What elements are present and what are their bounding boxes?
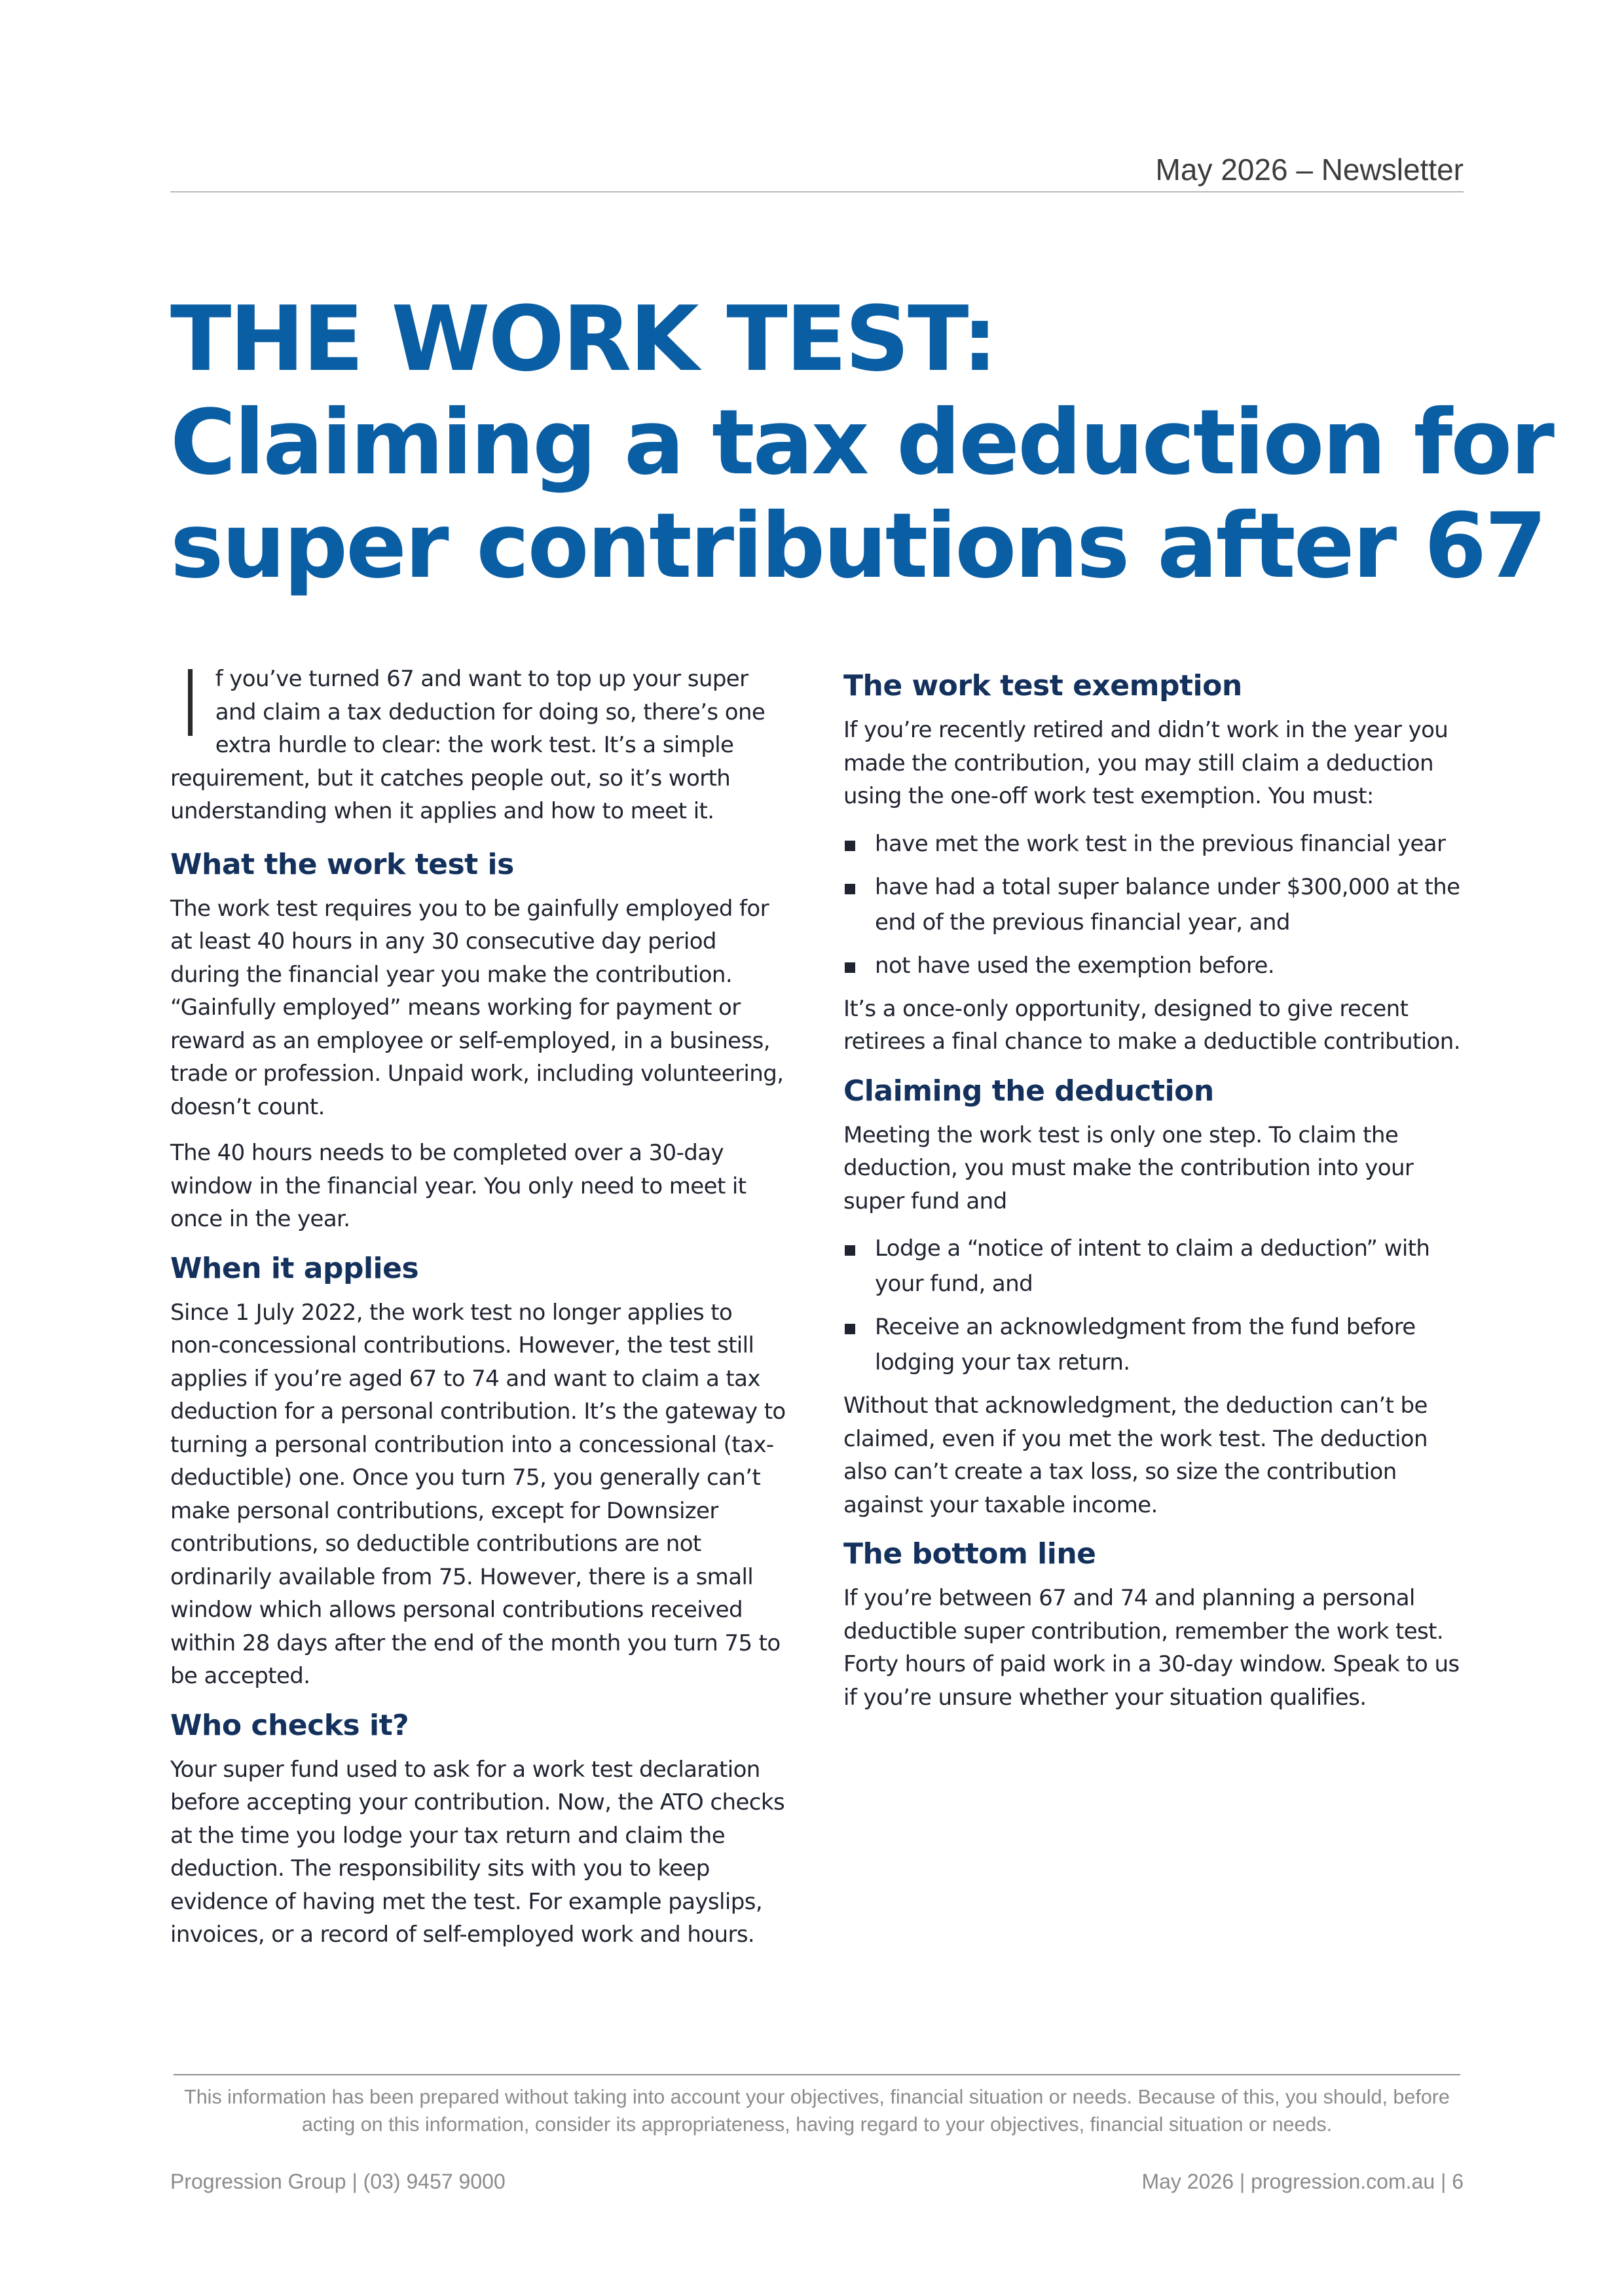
section-heading-who: Who checks it? [170, 1708, 409, 1742]
section-heading-when: When it applies [170, 1251, 419, 1285]
header-divider [170, 191, 1464, 192]
list-item-text: Receive an acknowledgment from the fund before lodging your tax return. [875, 1314, 1416, 1376]
left-column [170, 651, 787, 1965]
exemption-intro: If you’re recently retired and didn’t work in the year you made the contribution, you may still claim a deduction using the one-off work test exemption. You must: [843, 717, 1449, 809]
section-what-paragraph-2: The 40 hours needs to be completed over a 30-day window in the financial year. You only need to meet it once in the year. [170, 1140, 747, 1232]
list-item [843, 1231, 1464, 1302]
list-item-text: have met the work test in the previous financial year [875, 830, 1446, 857]
footer-page-info: May 2026 | progression.com.au | 6 [1141, 2170, 1464, 2193]
claiming-bullet-list [843, 1231, 1464, 1380]
list-item [843, 948, 1464, 983]
drop-cap: I [177, 651, 204, 758]
title-line-1: THE WORK TEST: [170, 287, 996, 392]
section-heading-claiming: Claiming the deduction [843, 1074, 1214, 1108]
list-item-text: have had a total super balance under $300,000 at the end of the previous financial year, and [875, 873, 1460, 936]
bullet-square-icon [845, 1245, 855, 1256]
header-label: May 2026 – Newsletter [1155, 153, 1464, 187]
list-item-text: not have used the exemption before. [875, 952, 1275, 979]
page-title [170, 287, 1553, 598]
right-column [843, 668, 1464, 1727]
bullet-square-icon [845, 1324, 855, 1334]
title-line-2: Claiming a tax deduction for [170, 391, 1553, 495]
section-what-paragraph-1: The work test requires you to be gainfully employed for at least 40 hours in any 30 consecutive day period during the financial year you make the contribution. “Gainfully employed” means working for payment or reward as an employee or self-employed, in a business, trade or profession. Unpaid work, including volunteering, doesn’t count. [170, 895, 784, 1120]
intro-text: f you’ve turned 67 and want to top up your super and claim a tax deduction for doing so, there’s one extra hurdle to clear: the work test. It’s a simple requirement, but it catches people out, so it’s worth understanding when it applies and how to meet it. [170, 666, 766, 824]
title-line-3: super contributions after 67 [170, 494, 1545, 598]
exemption-bullet-list [843, 826, 1464, 983]
footer-contact: Progression Group | (03) 9457 9000 [170, 2170, 506, 2193]
bullet-square-icon [845, 884, 855, 894]
section-who-paragraph: Your super fund used to ask for a work test declaration before accepting your contribution. Now, the ATO checks at the time you lodge your tax return and claim the deduction. The responsibility sits with you to keep evidence of having met the test. For example payslips, invoices, or a record of self-employed work and hours. [170, 1756, 785, 1948]
bottom-line-paragraph: If you’re between 67 and 74 and planning a personal deductible super contribution, remember the work test. Forty hours of paid work in a 30-day window. Speak to us if you’re unsure whether your situation qualifies. [843, 1585, 1460, 1711]
list-item-text: Lodge a “notice of intent to claim a deduction” with your fund, and [875, 1235, 1430, 1297]
bullet-square-icon [845, 962, 855, 973]
section-when-paragraph: Since 1 July 2022, the work test no longer applies to non-concessional contributions. However, the test still applies if you’re aged 67 to 74 and want to claim a tax deduction for a personal contribution. It’s the gateway to turning a personal contribution into a concessional (tax-deductible) one. Once you turn 75, you generally can’t make personal contributions, except for Downsizer contributions, so deductible contributions are not ordinarily available from 75. However, there is a small window which allows personal contributions received within 28 days after the end of the month you turn 75 to be accepted. [170, 1299, 786, 1689]
disclaimer-text: This information has been prepared without taking into account your objectives, financial situation or needs. Because of this, you should, before acting on this information, consider its appropriateness, having regard to your objectives, financial situation or needs. [184, 2086, 1450, 2136]
list-item [843, 826, 1464, 862]
section-heading-what: What the work test is [170, 847, 514, 881]
claiming-intro: Meeting the work test is only one step. To claim the deduction, you must make the contribution into your super fund and [843, 1121, 1414, 1214]
bullet-square-icon [845, 841, 855, 851]
exemption-outro: It’s a once-only opportunity, designed to give recent retirees a final chance to make a deductible contribution. [843, 995, 1460, 1055]
claiming-outro: Without that acknowledgment, the deduction can’t be claimed, even if you met the work test. The deduction also can’t create a tax loss, so size the contribution against your taxable income. [843, 1393, 1428, 1518]
list-item [843, 869, 1464, 940]
list-item [843, 1309, 1464, 1380]
section-heading-bottom-line: The bottom line [843, 1537, 1096, 1571]
footer-divider [174, 2074, 1460, 2075]
intro-paragraph [170, 651, 787, 828]
section-heading-exemption: The work test exemption [843, 669, 1242, 702]
